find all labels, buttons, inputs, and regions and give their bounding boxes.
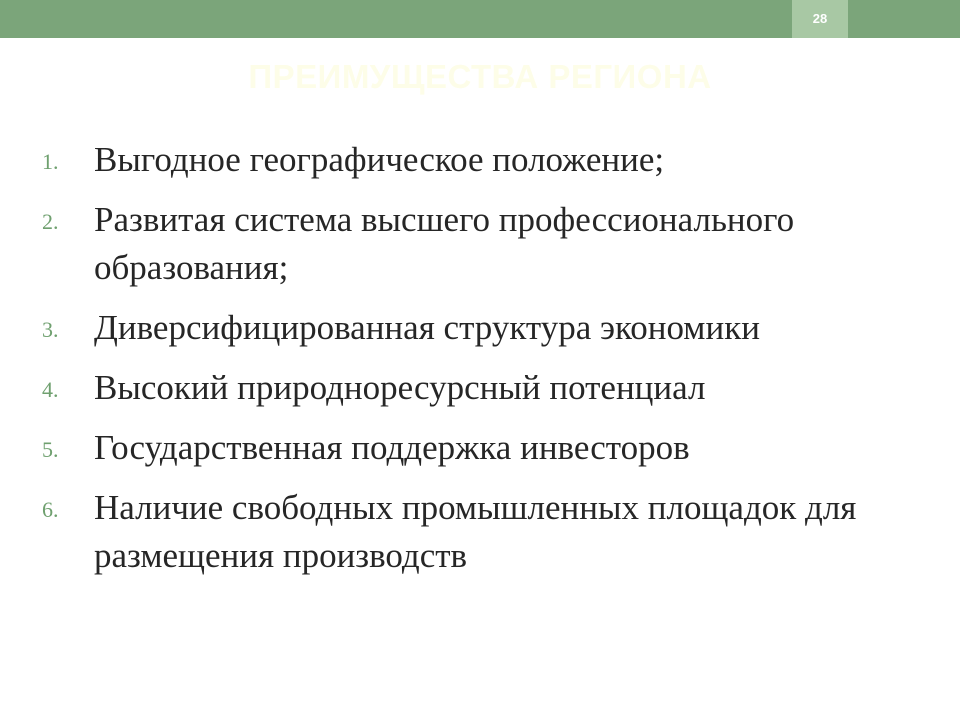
list-item — [0, 364, 900, 412]
list-item — [0, 304, 900, 352]
list-item — [0, 196, 900, 292]
list-item-number: 6. — [42, 497, 59, 522]
list-item-text: Государственная поддержка инвесторов — [94, 428, 690, 467]
list-item-number: 3. — [42, 317, 59, 342]
list-item — [0, 136, 900, 184]
list-item-number: 1. — [42, 149, 59, 174]
list-item-text: Выгодное географическое положение; — [94, 140, 665, 179]
list-item-text: Наличие свободных промышленных площадок для размещения производств — [94, 488, 857, 575]
list-item — [0, 484, 900, 580]
list-item-number: 2. — [42, 209, 59, 234]
list-item-text: Высокий природноресурсный потенциал — [94, 368, 706, 407]
slide-title: ПРЕИМУЩЕСТВА РЕГИОНА — [248, 58, 712, 95]
list-item-text: Диверсифицированная структура экономики — [94, 308, 760, 347]
list-item — [0, 424, 900, 472]
advantages-list — [0, 136, 900, 592]
list-item-text: Развитая система высшего профессионального образования; — [94, 200, 795, 287]
page-number: 28 — [812, 11, 828, 26]
list-item-number: 4. — [42, 377, 59, 402]
list-item-number: 5. — [42, 437, 59, 462]
